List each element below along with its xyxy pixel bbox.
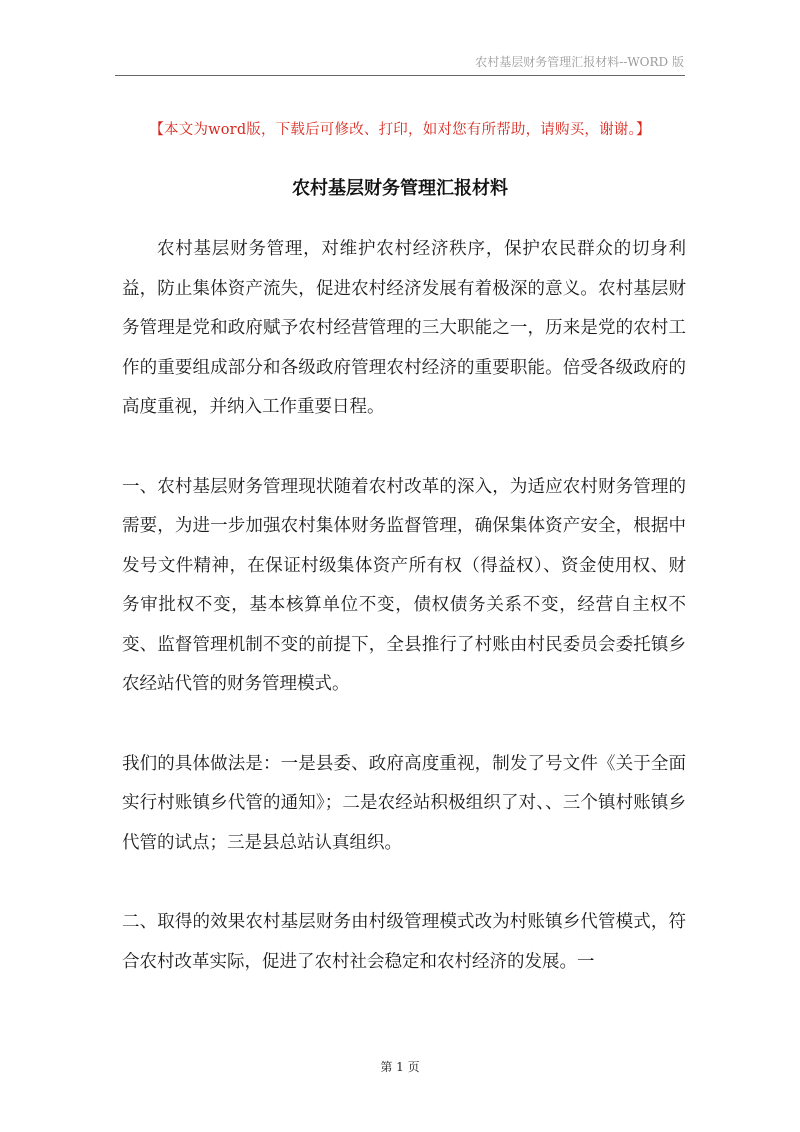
document-title: 农村基层财务管理汇报材料 [292,178,508,199]
header-divider [115,75,685,76]
paragraph-intro: 农村基层财务管理，对维护农村经济秩序，保护农民群众的切身利益，防止集体资产流失，促进农村经济发展有着极深的意义。农村基层财务管理是党和政府赋予农村经营管理的三大职能之一，历来是党的农村工作的重要组成部分和各级政府管理农村经济的重要职能。倍受各级政府的高度重视，并纳入工作重要日程。 [122,239,686,417]
paragraph-gap [122,863,686,903]
paragraph-methods: 我们的具体做法是：一是县委、政府高度重视，制发了号文件《关于全面实行村账镇乡代管的通知》；二是农经站积极组织了对、、三个镇村账镇乡代管的试点；三是县总站认真组织。 [122,753,686,853]
download-notice: 【本文为word版，下载后可修改、打印，如对您有所帮助，请购买，谢谢。】 [149,122,651,138]
paragraph-section-1: 一、农村基层财务管理现状随着农村改革的深入，为适应农村财务管理的需要，为进一步加强农村集体财务监督管理，确保集体资产安全，根据中发号文件精神，在保证村级集体资产所有权（得益权）、资金使用权、财务审批权不变，基本核算单位不变，债权债务关系不变，经营自主权不变、监督管理机制不变的前提下，全县推行了村账由村民委员会委托镇乡农经站代管的财务管理模式。 [122,476,686,694]
paragraph-section-2: 二、取得的效果农村基层财务由村级管理模式改为村账镇乡代管模式，符合农村改革实际，促进了农村社会稳定和农村经济的发展。一 [122,912,686,972]
document-body [122,230,686,982]
paragraph-gap [122,705,686,745]
paragraph-gap [122,428,686,468]
page-number: 第 1 页 [380,1060,420,1074]
running-header: 农村基层财务管理汇报材料--WORD 版 [475,55,684,69]
